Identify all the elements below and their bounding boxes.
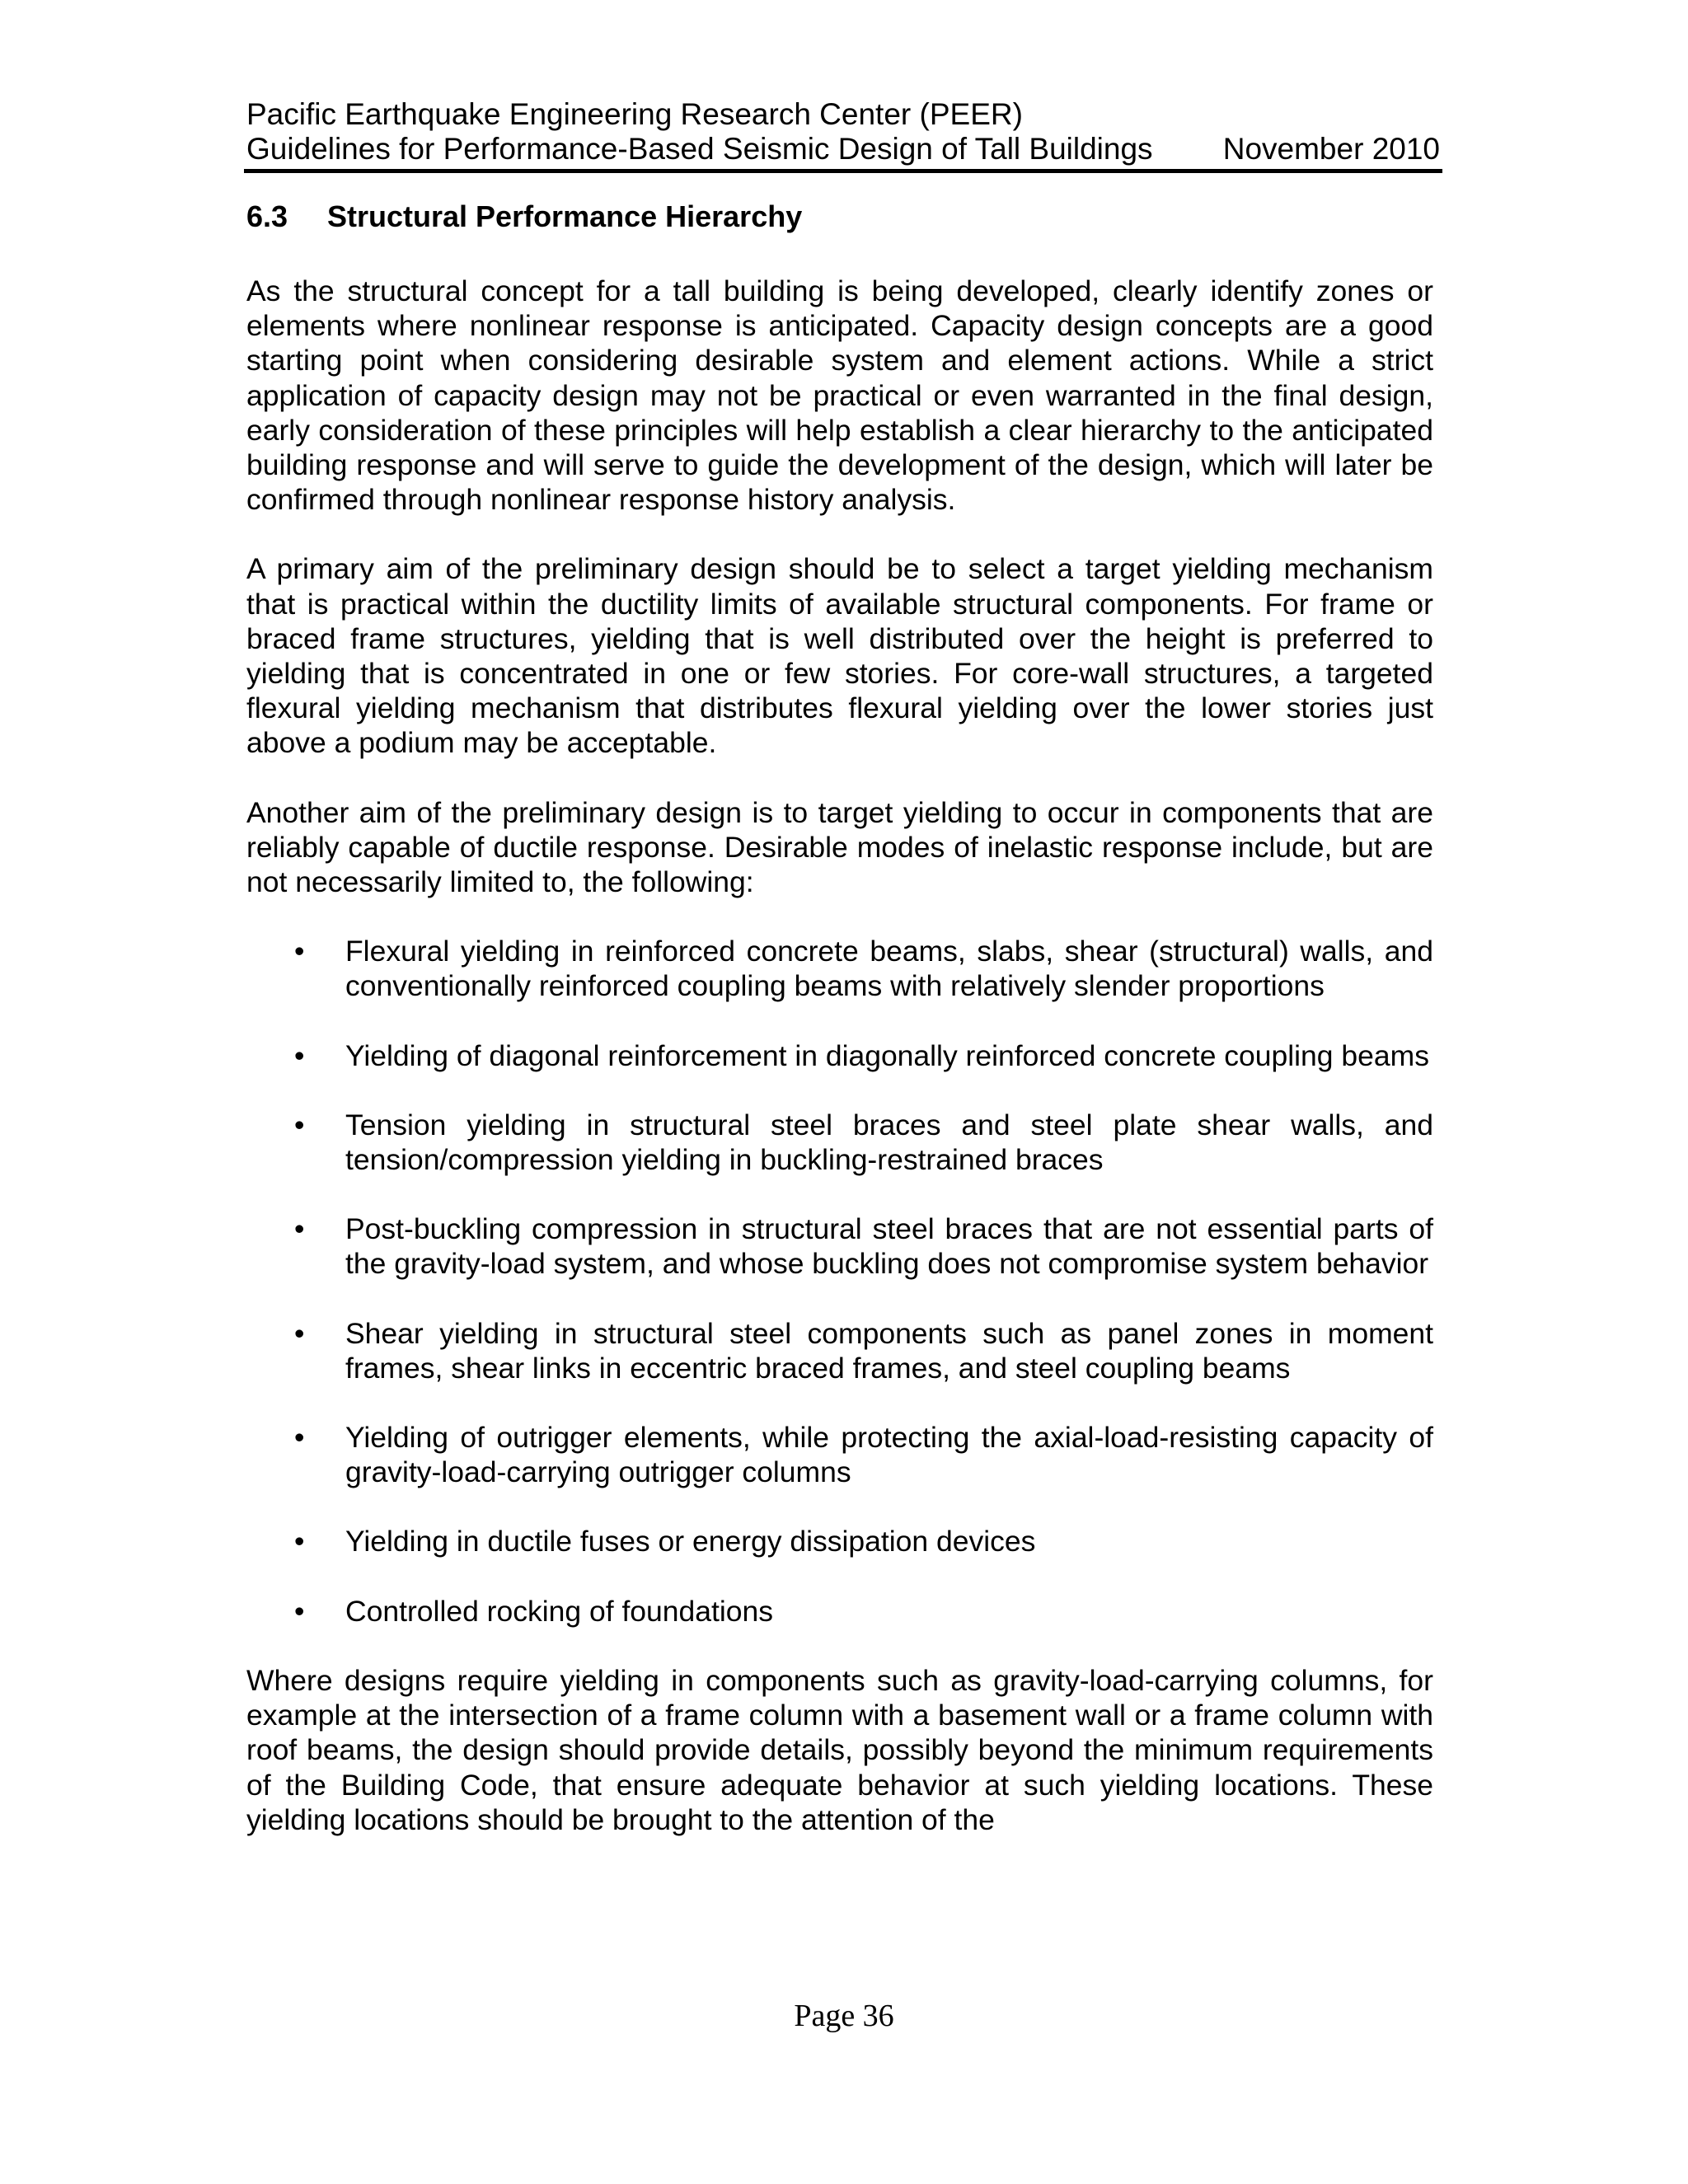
- section-heading: [246, 194, 1433, 239]
- bullet-icon: •: [294, 1525, 305, 1558]
- section-number: 6.3: [246, 199, 288, 233]
- list-item-text: Controlled rocking of foundations: [345, 1594, 774, 1628]
- paragraph-3: Another aim of the preliminary design is to target yielding to occur in components that are reliably capable of ductile response. Desirable modes of inelastic response include, but are not necessarily limited to, the following:: [246, 795, 1433, 899]
- list-item: [246, 934, 1433, 1003]
- section-title: Structural Performance Hierarchy: [327, 199, 803, 233]
- bullet-icon: •: [294, 1594, 305, 1628]
- list-item-text: Tension yielding in structural steel braces and steel plate shear walls, and tension/compression yielding in buckling-restrained braces: [345, 1108, 1433, 1177]
- bullet-icon: •: [294, 1316, 305, 1350]
- list-item-text: Flexural yielding in reinforced concrete beams, slabs, shear (structural) walls, and conventionally reinforced coupling beams with relatively slender proportions: [345, 935, 1433, 1003]
- list-item: [246, 1524, 1433, 1558]
- list-item: [246, 1594, 1433, 1629]
- paragraph-1: As the structural concept for a tall building is being developed, clearly identify zones or elements where nonlinear response is anticipated. Capacity design concepts are a good starting point when considering desirable system and element actions. While a strict application of capacity design may not be practical or even warranted in the final design, early consideration of these principles will help establish a clear hierarchy to the anticipated building response and will serve to guide the development of the design, which will later be confirmed through nonlinear response history analysis.: [246, 274, 1433, 517]
- header-rule: [244, 169, 1442, 173]
- list-item-text: Post-buckling compression in structural steel braces that are not essential parts of the gravity-load system, and whose buckling does not compromise system behavior: [345, 1212, 1433, 1281]
- list-item-text: Shear yielding in structural steel components such as panel zones in moment frames, shear links in eccentric braced frames, and steel coupling beams: [345, 1316, 1433, 1385]
- header-document-title: Guidelines for Performance-Based Seismic Design of Tall Buildings: [246, 132, 1153, 166]
- list-item: [246, 1420, 1433, 1489]
- list-item-text: Yielding in ductile fuses or energy dissipation devices: [345, 1525, 1036, 1558]
- page-body: [246, 194, 1433, 1872]
- list-item-text: Yielding of outrigger elements, while protecting the axial-load-resisting capacity of gravity-load-carrying outrigger columns: [345, 1421, 1433, 1489]
- bullet-icon: •: [294, 1038, 305, 1072]
- bullet-icon: •: [294, 1212, 305, 1246]
- yielding-modes-list: [246, 934, 1433, 1629]
- closing-paragraph: Where designs require yielding in components such as gravity-load-carrying columns, for example at the intersection of a frame column with a basement wall or a frame column with roof beams, the design should provide details, possibly beyond the minimum requirements of the Building Code, that ensure adequate behavior at such yielding locations. These yielding locations should be brought to the attention of the: [246, 1663, 1433, 1836]
- list-item: [246, 1316, 1433, 1385]
- page-number: Page 36: [794, 1999, 894, 2033]
- header-line-2: [246, 132, 1440, 166]
- list-item: [246, 1038, 1433, 1073]
- header-date: November 2010: [1222, 132, 1440, 166]
- header-organization: Pacific Earthquake Engineering Research Center (PEER): [246, 97, 1023, 131]
- list-item: [246, 1212, 1433, 1281]
- bullet-icon: •: [294, 1421, 305, 1455]
- header-line-1: [246, 97, 1440, 132]
- bullet-icon: •: [294, 1108, 305, 1141]
- bullet-icon: •: [294, 935, 305, 968]
- running-header: [246, 97, 1440, 166]
- list-item: [246, 1108, 1433, 1177]
- list-item-text: Yielding of diagonal reinforcement in diagonally reinforced concrete coupling beams: [345, 1038, 1429, 1072]
- paragraph-2: A primary aim of the preliminary design should be to select a target yielding mechanism that is practical within the ductility limits of available structural components. For frame or braced frame structures, yielding that is well distributed over the height is preferred to yielding that is concentrated in one or few stories. For core-wall structures, a targeted flexural yielding mechanism that distributes flexural yielding over the lower stories just above a podium may be acceptable.: [246, 552, 1433, 760]
